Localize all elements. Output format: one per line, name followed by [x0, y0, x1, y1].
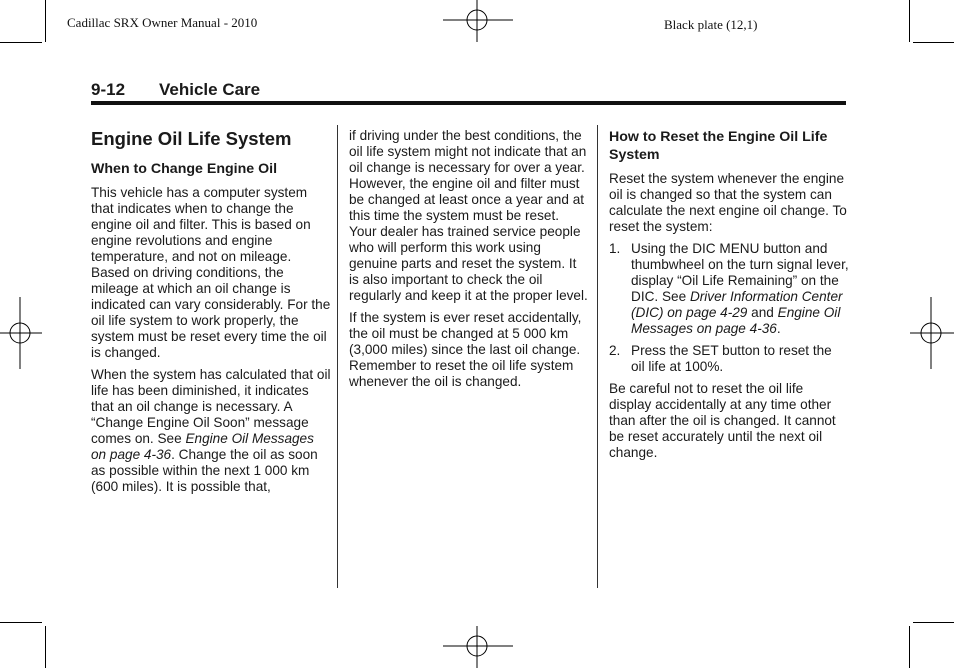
section-rule	[91, 101, 846, 105]
when-paragraph-1: This vehicle has a computer system that indicates when to change the engine oil and filter. This is based on engine revolutions and engine temperature, and not on mileage. Based on driving conditions, the mileage at which an oil change is indicated can vary considerably. For the oil life system to work properly, the system must be reset every time the oil is changed.	[91, 185, 331, 360]
column-2	[349, 128, 589, 396]
engine-oil-messages-link-2[interactable]: Engine Oil Messages on page 4-36	[631, 305, 841, 336]
caution-text: Be careful not to reset the oil life display accidentally at any time other than after the oil is changed. It cannot be reset accurately until the next oil change.	[609, 381, 836, 460]
step-2	[609, 343, 849, 375]
column-3	[609, 128, 849, 467]
column-divider-1	[337, 125, 338, 588]
reset-intro: Reset the system whenever the engine oil is changed so that the system can calculate the next engine oil change. To reset the system:	[609, 171, 847, 234]
registration-target-bottom-icon	[443, 626, 515, 668]
engine-oil-messages-link[interactable]: Engine Oil Messages on page 4-36	[91, 431, 314, 462]
registration-target-right-icon	[910, 297, 954, 369]
when-paragraph-2-text: When the system has calculated that oil life has been diminished, it indicates that an oil change is necessary. A “Change Engine Oil Soon” message comes on. See	[91, 367, 331, 446]
print-header-left: Cadillac SRX Owner Manual - 2010	[67, 15, 258, 30]
step-number: 2.	[609, 343, 621, 358]
registration-target-top-icon	[443, 0, 515, 44]
step-1	[609, 241, 849, 337]
section-number: 9-12	[91, 80, 126, 99]
when-heading: When to Change Engine Oil	[91, 161, 278, 177]
column-1	[91, 128, 331, 501]
when-paragraph-2	[91, 367, 331, 495]
section-title: Vehicle Care	[159, 80, 261, 99]
step-1-text: Using the DIC MENU button and thumbwheel on the turn signal lever, display “Oil Life Remaining” on the DIC. See	[631, 241, 849, 304]
registration-target-left-icon	[0, 297, 42, 369]
step-text: Press the SET button to reset the oil life at 100%.	[631, 343, 832, 374]
when-paragraph-2-end: . Change the oil as soon as possible within the next 1 000 km (600 miles). It is possible that,	[91, 447, 318, 494]
step-1-and: and	[751, 305, 774, 320]
dic-link[interactable]: Driver Information Center (DIC) on page 4-29	[631, 289, 843, 320]
section-heading	[91, 80, 260, 100]
col2-paragraph-2: If the system is ever reset accidentally, the oil must be changed at 5 000 km (3,000 miles) since the last oil change. Remember to reset the oil life system whenever the oil is changed.	[349, 310, 582, 389]
col2-paragraph-1: if driving under the best conditions, the oil life system might not indicate that an oil change is necessary for over a year. However, the engine oil and filter must be changed at least once a year and at this time the system must be reset. Your dealer has trained service people who will perform this work using genuine parts and reset the system. It is also important to check the oil regularly and keep it at the proper level.	[349, 128, 588, 303]
print-header-right: Black plate (12,1)	[664, 17, 758, 32]
column-divider-2	[597, 125, 598, 588]
step-number: 1.	[609, 241, 621, 256]
reset-heading: How to Reset the Engine Oil Life System	[609, 129, 828, 163]
step-1-end: .	[776, 321, 781, 336]
article-title: Engine Oil Life System	[91, 128, 292, 149]
step-text	[631, 241, 849, 337]
